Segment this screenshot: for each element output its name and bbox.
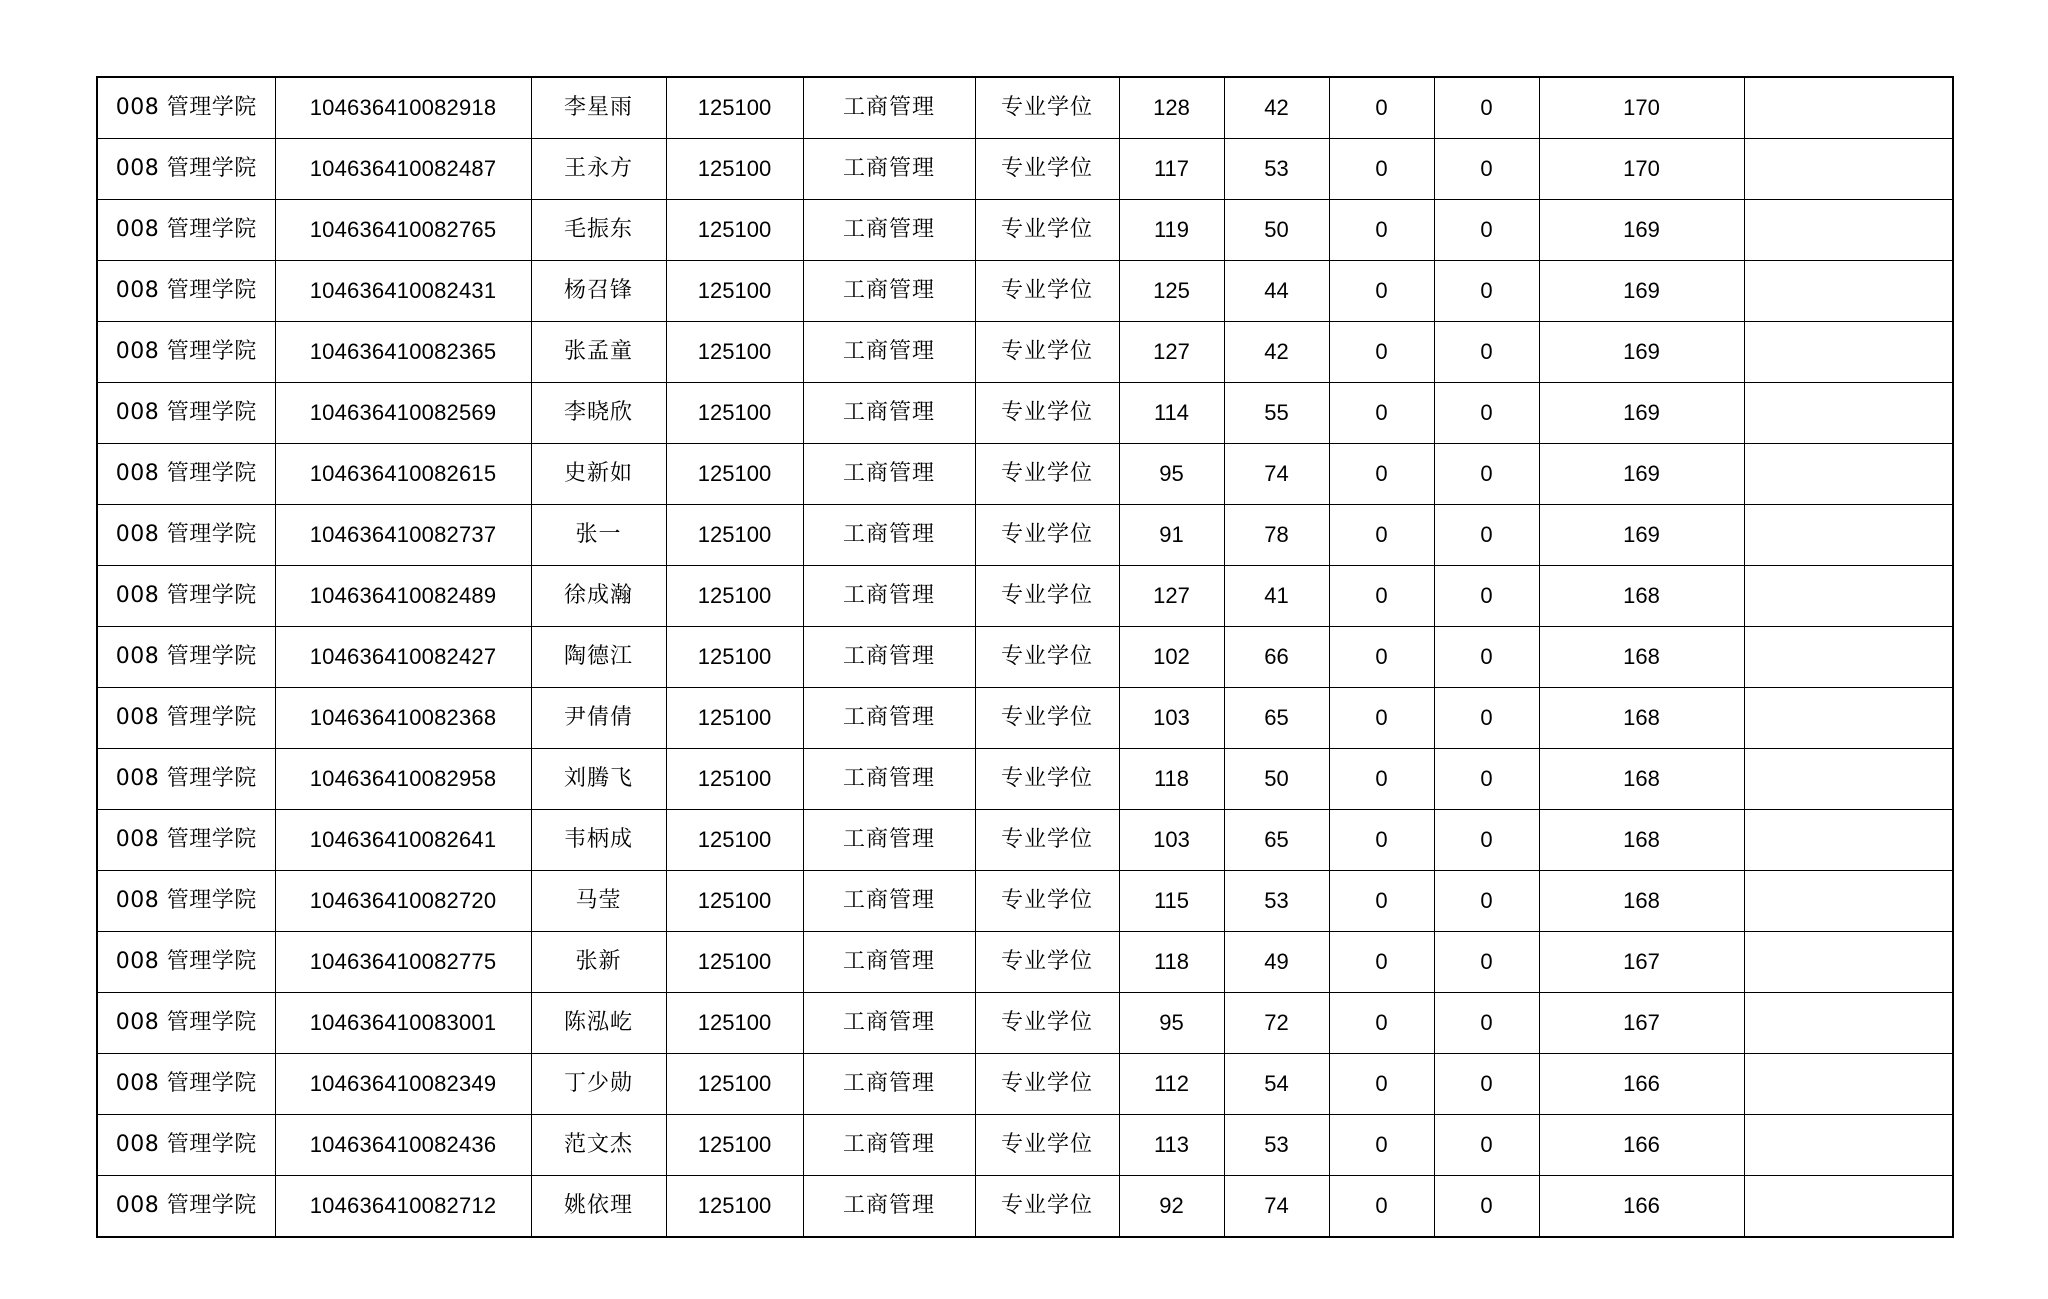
cell-college: 008 管理学院 xyxy=(97,688,275,749)
cell-remark xyxy=(1744,810,1953,871)
cell-major-code: 125100 xyxy=(666,627,803,688)
cell-total: 166 xyxy=(1539,1115,1744,1176)
cell-major-name: 工商管理 xyxy=(803,383,975,444)
cell-major-name: 工商管理 xyxy=(803,1054,975,1115)
cell-college: 008 管理学院 xyxy=(97,1176,275,1238)
cell-score1: 113 xyxy=(1119,1115,1224,1176)
cell-score4: 0 xyxy=(1434,77,1539,139)
table-row xyxy=(97,688,1953,749)
cell-exam-id: 104636410082737 xyxy=(275,505,531,566)
cell-major-name: 工商管理 xyxy=(803,444,975,505)
cell-name: 张新 xyxy=(531,932,666,993)
table-body xyxy=(97,77,1953,1237)
cell-score3: 0 xyxy=(1329,77,1434,139)
cell-score1: 125 xyxy=(1119,261,1224,322)
cell-college: 008 管理学院 xyxy=(97,505,275,566)
cell-score3: 0 xyxy=(1329,993,1434,1054)
cell-college: 008 管理学院 xyxy=(97,383,275,444)
cell-major-code: 125100 xyxy=(666,871,803,932)
cell-major-name: 工商管理 xyxy=(803,505,975,566)
cell-major-code: 125100 xyxy=(666,1115,803,1176)
cell-remark xyxy=(1744,1054,1953,1115)
cell-score4: 0 xyxy=(1434,444,1539,505)
cell-score2: 55 xyxy=(1224,383,1329,444)
cell-major-code: 125100 xyxy=(666,749,803,810)
cell-score3: 0 xyxy=(1329,566,1434,627)
cell-score2: 53 xyxy=(1224,871,1329,932)
cell-score4: 0 xyxy=(1434,139,1539,200)
cell-degree-type: 专业学位 xyxy=(975,139,1119,200)
cell-major-code: 125100 xyxy=(666,261,803,322)
cell-score3: 0 xyxy=(1329,932,1434,993)
cell-name: 史新如 xyxy=(531,444,666,505)
cell-name: 李晓欣 xyxy=(531,383,666,444)
cell-degree-type: 专业学位 xyxy=(975,688,1119,749)
cell-exam-id: 104636410083001 xyxy=(275,993,531,1054)
cell-total: 168 xyxy=(1539,749,1744,810)
table-row xyxy=(97,810,1953,871)
cell-score4: 0 xyxy=(1434,200,1539,261)
cell-degree-type: 专业学位 xyxy=(975,871,1119,932)
cell-college: 008 管理学院 xyxy=(97,627,275,688)
cell-score1: 118 xyxy=(1119,932,1224,993)
cell-score3: 0 xyxy=(1329,383,1434,444)
cell-score4: 0 xyxy=(1434,688,1539,749)
cell-score4: 0 xyxy=(1434,261,1539,322)
cell-score4: 0 xyxy=(1434,810,1539,871)
cell-score3: 0 xyxy=(1329,749,1434,810)
cell-exam-id: 104636410082368 xyxy=(275,688,531,749)
cell-remark xyxy=(1744,322,1953,383)
cell-college: 008 管理学院 xyxy=(97,322,275,383)
cell-total: 168 xyxy=(1539,871,1744,932)
cell-score4: 0 xyxy=(1434,1054,1539,1115)
cell-college: 008 管理学院 xyxy=(97,566,275,627)
cell-score2: 66 xyxy=(1224,627,1329,688)
cell-degree-type: 专业学位 xyxy=(975,810,1119,871)
table-row xyxy=(97,1115,1953,1176)
cell-score4: 0 xyxy=(1434,383,1539,444)
cell-college: 008 管理学院 xyxy=(97,77,275,139)
cell-score2: 65 xyxy=(1224,688,1329,749)
cell-degree-type: 专业学位 xyxy=(975,1054,1119,1115)
cell-score2: 49 xyxy=(1224,932,1329,993)
cell-degree-type: 专业学位 xyxy=(975,200,1119,261)
cell-score3: 0 xyxy=(1329,261,1434,322)
cell-college: 008 管理学院 xyxy=(97,139,275,200)
table-row xyxy=(97,261,1953,322)
cell-score2: 72 xyxy=(1224,993,1329,1054)
cell-name: 刘腾飞 xyxy=(531,749,666,810)
cell-exam-id: 104636410082365 xyxy=(275,322,531,383)
cell-major-name: 工商管理 xyxy=(803,1115,975,1176)
cell-score3: 0 xyxy=(1329,322,1434,383)
cell-name: 范文杰 xyxy=(531,1115,666,1176)
cell-score3: 0 xyxy=(1329,1176,1434,1238)
cell-degree-type: 专业学位 xyxy=(975,993,1119,1054)
table-row xyxy=(97,77,1953,139)
cell-major-code: 125100 xyxy=(666,322,803,383)
cell-major-name: 工商管理 xyxy=(803,871,975,932)
cell-score2: 78 xyxy=(1224,505,1329,566)
cell-major-code: 125100 xyxy=(666,505,803,566)
cell-remark xyxy=(1744,1176,1953,1238)
cell-college: 008 管理学院 xyxy=(97,810,275,871)
cell-major-name: 工商管理 xyxy=(803,749,975,810)
cell-name: 陈泓屹 xyxy=(531,993,666,1054)
cell-major-name: 工商管理 xyxy=(803,200,975,261)
cell-major-name: 工商管理 xyxy=(803,1176,975,1238)
cell-score3: 0 xyxy=(1329,139,1434,200)
cell-exam-id: 104636410082569 xyxy=(275,383,531,444)
cell-score1: 102 xyxy=(1119,627,1224,688)
cell-major-code: 125100 xyxy=(666,1054,803,1115)
cell-score2: 53 xyxy=(1224,139,1329,200)
cell-total: 169 xyxy=(1539,261,1744,322)
cell-score3: 0 xyxy=(1329,688,1434,749)
cell-major-code: 125100 xyxy=(666,77,803,139)
cell-major-code: 125100 xyxy=(666,810,803,871)
cell-name: 张一 xyxy=(531,505,666,566)
cell-degree-type: 专业学位 xyxy=(975,749,1119,810)
cell-score1: 118 xyxy=(1119,749,1224,810)
cell-score2: 50 xyxy=(1224,749,1329,810)
cell-total: 169 xyxy=(1539,444,1744,505)
cell-name: 徐成瀚 xyxy=(531,566,666,627)
cell-score4: 0 xyxy=(1434,932,1539,993)
admission-score-table xyxy=(96,76,1954,1238)
cell-total: 168 xyxy=(1539,627,1744,688)
cell-college: 008 管理学院 xyxy=(97,932,275,993)
cell-score2: 74 xyxy=(1224,1176,1329,1238)
cell-degree-type: 专业学位 xyxy=(975,1176,1119,1238)
cell-major-name: 工商管理 xyxy=(803,77,975,139)
cell-score2: 74 xyxy=(1224,444,1329,505)
cell-college: 008 管理学院 xyxy=(97,871,275,932)
cell-score4: 0 xyxy=(1434,1115,1539,1176)
cell-major-name: 工商管理 xyxy=(803,688,975,749)
cell-major-code: 125100 xyxy=(666,688,803,749)
table-row xyxy=(97,1176,1953,1238)
cell-degree-type: 专业学位 xyxy=(975,322,1119,383)
cell-score3: 0 xyxy=(1329,1115,1434,1176)
cell-exam-id: 104636410082712 xyxy=(275,1176,531,1238)
cell-score3: 0 xyxy=(1329,444,1434,505)
cell-exam-id: 104636410082765 xyxy=(275,200,531,261)
cell-score4: 0 xyxy=(1434,566,1539,627)
cell-total: 169 xyxy=(1539,383,1744,444)
cell-score2: 53 xyxy=(1224,1115,1329,1176)
cell-exam-id: 104636410082720 xyxy=(275,871,531,932)
cell-degree-type: 专业学位 xyxy=(975,566,1119,627)
cell-exam-id: 104636410082958 xyxy=(275,749,531,810)
cell-score4: 0 xyxy=(1434,322,1539,383)
cell-total: 170 xyxy=(1539,139,1744,200)
cell-major-name: 工商管理 xyxy=(803,261,975,322)
cell-remark xyxy=(1744,871,1953,932)
cell-major-code: 125100 xyxy=(666,139,803,200)
cell-name: 马莹 xyxy=(531,871,666,932)
cell-score3: 0 xyxy=(1329,627,1434,688)
cell-score4: 0 xyxy=(1434,993,1539,1054)
cell-score2: 65 xyxy=(1224,810,1329,871)
cell-remark xyxy=(1744,566,1953,627)
cell-degree-type: 专业学位 xyxy=(975,505,1119,566)
cell-score3: 0 xyxy=(1329,200,1434,261)
cell-major-code: 125100 xyxy=(666,1176,803,1238)
cell-score1: 92 xyxy=(1119,1176,1224,1238)
cell-exam-id: 104636410082918 xyxy=(275,77,531,139)
cell-name: 韦柄成 xyxy=(531,810,666,871)
cell-name: 王永方 xyxy=(531,139,666,200)
cell-remark xyxy=(1744,444,1953,505)
cell-score2: 54 xyxy=(1224,1054,1329,1115)
cell-remark xyxy=(1744,77,1953,139)
cell-remark xyxy=(1744,505,1953,566)
cell-score4: 0 xyxy=(1434,505,1539,566)
cell-score3: 0 xyxy=(1329,810,1434,871)
cell-exam-id: 104636410082615 xyxy=(275,444,531,505)
cell-total: 167 xyxy=(1539,993,1744,1054)
cell-exam-id: 104636410082489 xyxy=(275,566,531,627)
table-row xyxy=(97,566,1953,627)
cell-name: 姚依理 xyxy=(531,1176,666,1238)
table-row xyxy=(97,322,1953,383)
cell-major-name: 工商管理 xyxy=(803,993,975,1054)
cell-college: 008 管理学院 xyxy=(97,749,275,810)
cell-score1: 117 xyxy=(1119,139,1224,200)
cell-score1: 127 xyxy=(1119,322,1224,383)
cell-remark xyxy=(1744,627,1953,688)
cell-remark xyxy=(1744,139,1953,200)
cell-exam-id: 104636410082641 xyxy=(275,810,531,871)
cell-major-code: 125100 xyxy=(666,383,803,444)
cell-score1: 127 xyxy=(1119,566,1224,627)
cell-major-name: 工商管理 xyxy=(803,627,975,688)
cell-major-code: 125100 xyxy=(666,444,803,505)
cell-college: 008 管理学院 xyxy=(97,444,275,505)
cell-total: 169 xyxy=(1539,505,1744,566)
table-row xyxy=(97,1054,1953,1115)
cell-name: 杨召锋 xyxy=(531,261,666,322)
cell-name: 李星雨 xyxy=(531,77,666,139)
cell-score2: 42 xyxy=(1224,77,1329,139)
cell-exam-id: 104636410082775 xyxy=(275,932,531,993)
cell-remark xyxy=(1744,993,1953,1054)
cell-score2: 42 xyxy=(1224,322,1329,383)
cell-total: 169 xyxy=(1539,200,1744,261)
cell-total: 166 xyxy=(1539,1176,1744,1238)
cell-score2: 50 xyxy=(1224,200,1329,261)
cell-score4: 0 xyxy=(1434,627,1539,688)
cell-degree-type: 专业学位 xyxy=(975,383,1119,444)
cell-name: 毛振东 xyxy=(531,200,666,261)
cell-college: 008 管理学院 xyxy=(97,200,275,261)
cell-score4: 0 xyxy=(1434,1176,1539,1238)
cell-score1: 115 xyxy=(1119,871,1224,932)
table-row xyxy=(97,932,1953,993)
cell-major-code: 125100 xyxy=(666,993,803,1054)
table-row xyxy=(97,993,1953,1054)
cell-remark xyxy=(1744,688,1953,749)
cell-score4: 0 xyxy=(1434,871,1539,932)
table-row xyxy=(97,444,1953,505)
table-row xyxy=(97,505,1953,566)
cell-remark xyxy=(1744,749,1953,810)
cell-total: 168 xyxy=(1539,810,1744,871)
cell-score1: 103 xyxy=(1119,688,1224,749)
cell-college: 008 管理学院 xyxy=(97,1054,275,1115)
cell-score1: 103 xyxy=(1119,810,1224,871)
cell-exam-id: 104636410082427 xyxy=(275,627,531,688)
table-row xyxy=(97,627,1953,688)
cell-total: 167 xyxy=(1539,932,1744,993)
table-row xyxy=(97,871,1953,932)
cell-name: 尹倩倩 xyxy=(531,688,666,749)
cell-score1: 114 xyxy=(1119,383,1224,444)
cell-degree-type: 专业学位 xyxy=(975,77,1119,139)
cell-score1: 95 xyxy=(1119,444,1224,505)
cell-score4: 0 xyxy=(1434,749,1539,810)
cell-total: 168 xyxy=(1539,688,1744,749)
cell-exam-id: 104636410082349 xyxy=(275,1054,531,1115)
cell-major-name: 工商管理 xyxy=(803,932,975,993)
cell-name: 陶德江 xyxy=(531,627,666,688)
cell-score1: 91 xyxy=(1119,505,1224,566)
cell-total: 170 xyxy=(1539,77,1744,139)
cell-remark xyxy=(1744,200,1953,261)
cell-major-name: 工商管理 xyxy=(803,322,975,383)
cell-score3: 0 xyxy=(1329,871,1434,932)
cell-college: 008 管理学院 xyxy=(97,993,275,1054)
cell-remark xyxy=(1744,383,1953,444)
cell-name: 张孟童 xyxy=(531,322,666,383)
cell-college: 008 管理学院 xyxy=(97,1115,275,1176)
cell-total: 169 xyxy=(1539,322,1744,383)
cell-college: 008 管理学院 xyxy=(97,261,275,322)
table-row xyxy=(97,749,1953,810)
cell-exam-id: 104636410082431 xyxy=(275,261,531,322)
cell-major-code: 125100 xyxy=(666,200,803,261)
table-row xyxy=(97,139,1953,200)
cell-score1: 95 xyxy=(1119,993,1224,1054)
table-row xyxy=(97,200,1953,261)
cell-degree-type: 专业学位 xyxy=(975,1115,1119,1176)
cell-degree-type: 专业学位 xyxy=(975,444,1119,505)
cell-remark xyxy=(1744,261,1953,322)
cell-score3: 0 xyxy=(1329,505,1434,566)
cell-score1: 112 xyxy=(1119,1054,1224,1115)
cell-score1: 119 xyxy=(1119,200,1224,261)
cell-degree-type: 专业学位 xyxy=(975,261,1119,322)
cell-remark xyxy=(1744,1115,1953,1176)
cell-exam-id: 104636410082436 xyxy=(275,1115,531,1176)
cell-degree-type: 专业学位 xyxy=(975,627,1119,688)
cell-total: 168 xyxy=(1539,566,1744,627)
cell-name: 丁少勋 xyxy=(531,1054,666,1115)
cell-remark xyxy=(1744,932,1953,993)
cell-degree-type: 专业学位 xyxy=(975,932,1119,993)
cell-score2: 41 xyxy=(1224,566,1329,627)
cell-major-name: 工商管理 xyxy=(803,566,975,627)
cell-score1: 128 xyxy=(1119,77,1224,139)
cell-score2: 44 xyxy=(1224,261,1329,322)
cell-score3: 0 xyxy=(1329,1054,1434,1115)
table-row xyxy=(97,383,1953,444)
cell-major-name: 工商管理 xyxy=(803,810,975,871)
cell-major-name: 工商管理 xyxy=(803,139,975,200)
cell-exam-id: 104636410082487 xyxy=(275,139,531,200)
cell-total: 166 xyxy=(1539,1054,1744,1115)
cell-major-code: 125100 xyxy=(666,566,803,627)
cell-major-code: 125100 xyxy=(666,932,803,993)
